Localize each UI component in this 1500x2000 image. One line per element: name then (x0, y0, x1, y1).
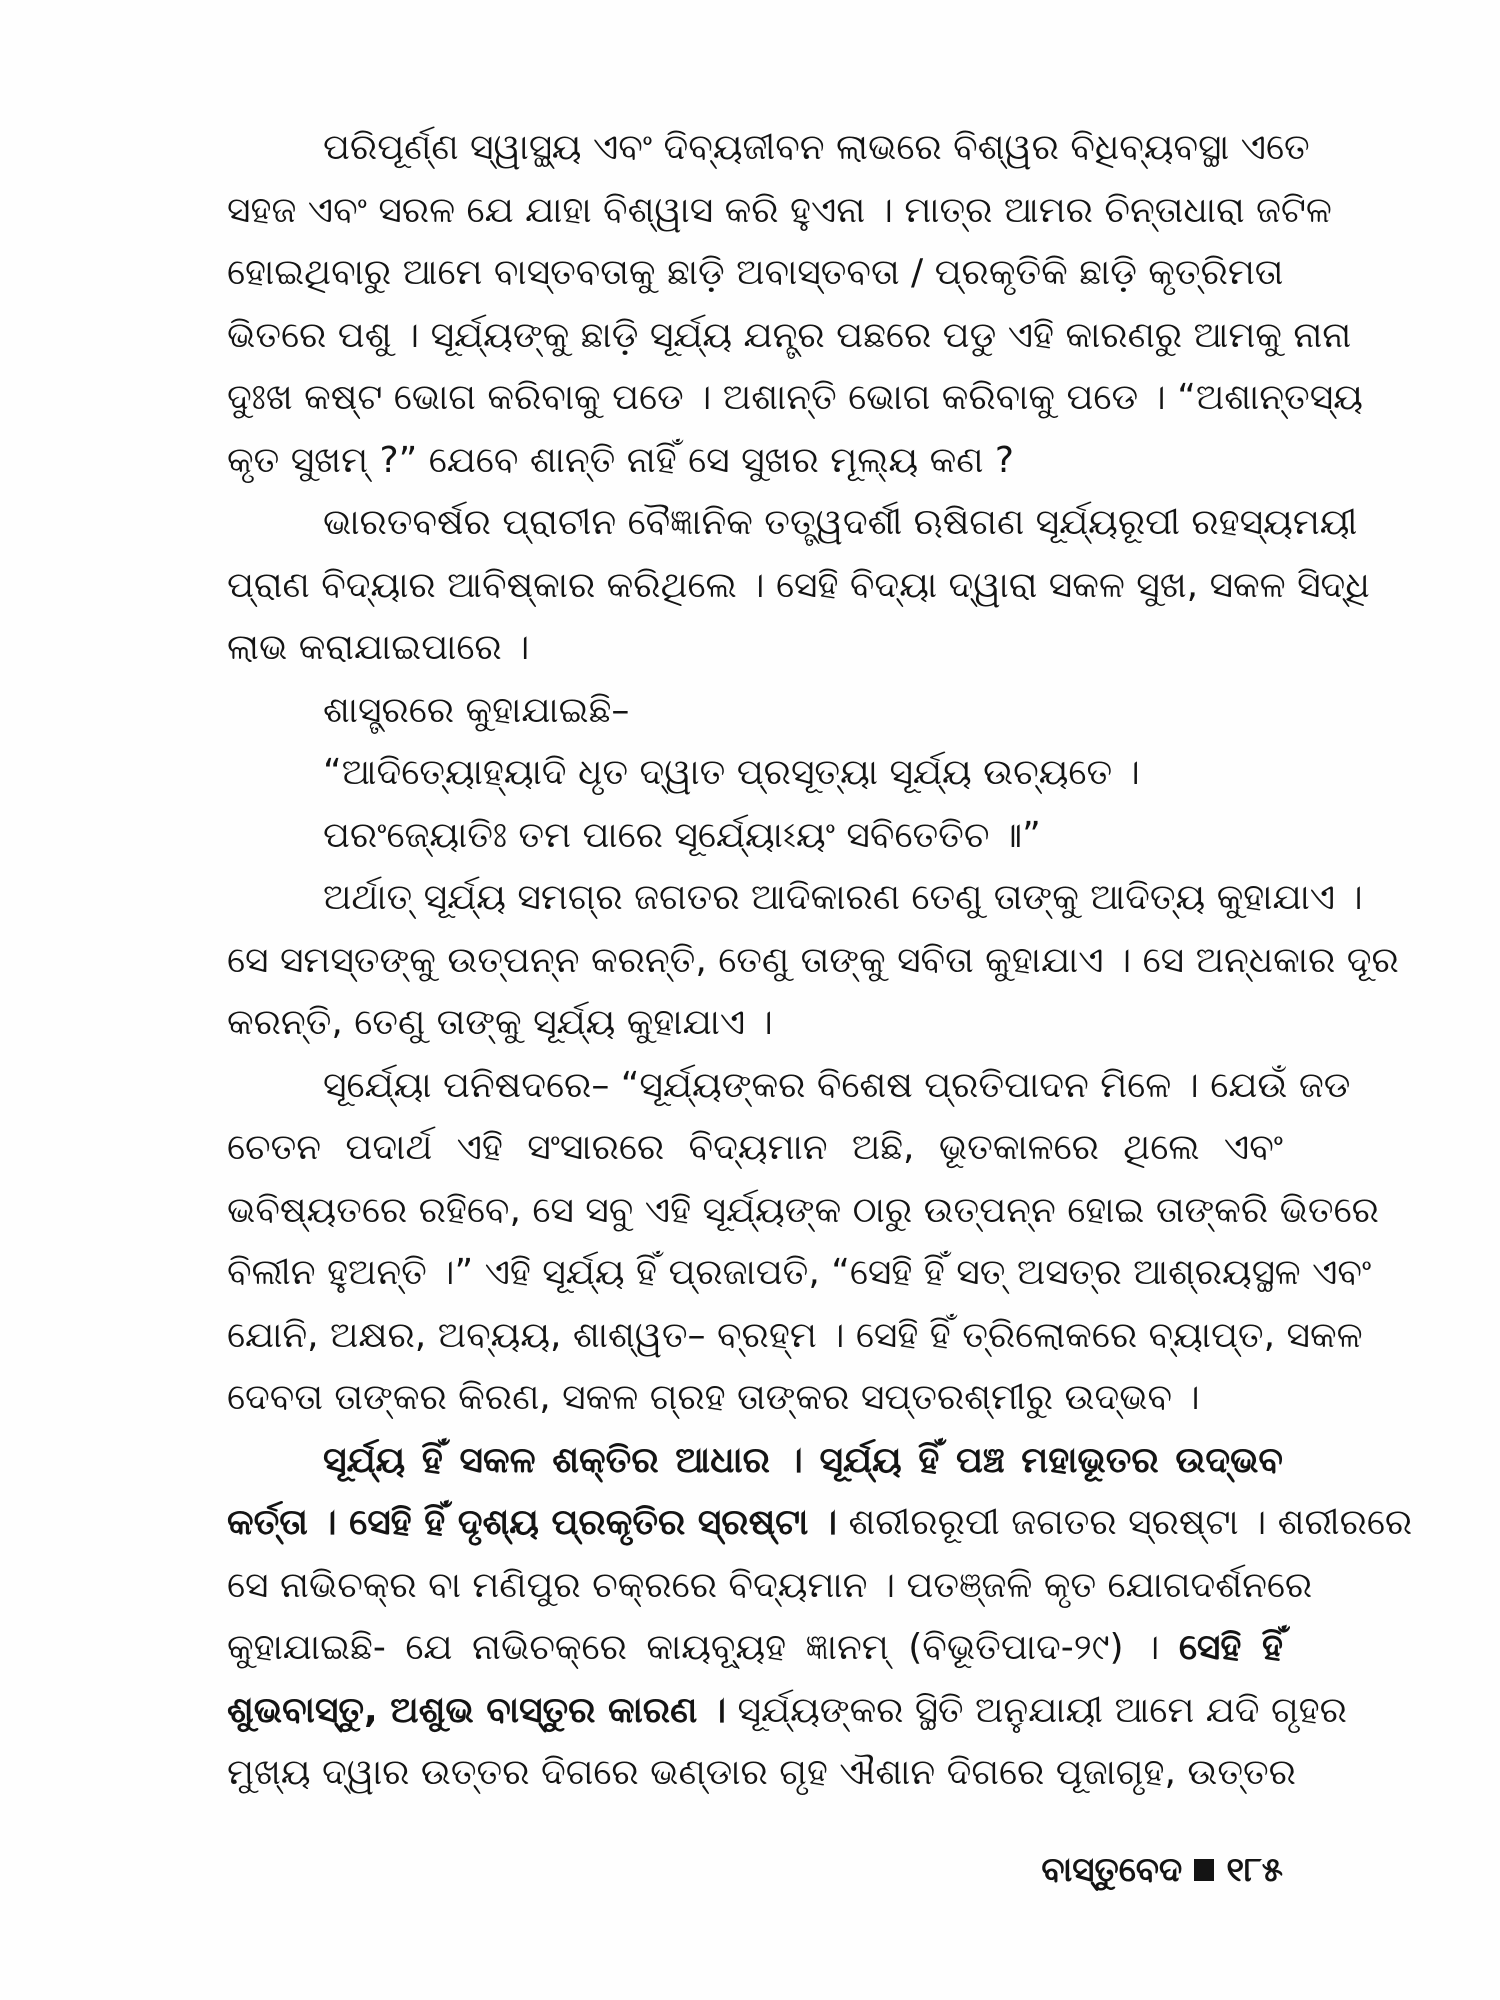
text-line: ପ୍ରାଣ ବିଦ୍ୟାର ଆବିଷ୍କାର କରିଥିଲେ । ସେହି ବିଦ୍ୟା ଦ୍ୱାରା ସକଳ ସୁଖ, ସକଳ ସିଦ୍ଧି (227, 564, 1370, 606)
text-line: କୃତ ସୁଖମ୍ ?” ଯେବେ ଶାନ୍ତି ନାହିଁ ସେ ସୁଖର ମୂଲ୍ୟ କଣ ? (227, 439, 1014, 481)
page-footer (1041, 1850, 1283, 1890)
text-line: ସୂର୍ଯ୍ୟୋ ପନିଷଦରେ– “ସୂର୍ଯ୍ୟଙ୍କର ବିଶେଷ ପ୍ରତିପାଦନ ମିଳେ । ଯେଉଁ ଜଡ (323, 1064, 1351, 1106)
text-line (227, 1492, 1413, 1555)
text-line: ଅର୍ଥାତ୍ ସୂର୍ଯ୍ୟ ସମଗ୍ର ଜଗତର ଆଦିକାରଣ ତେଣୁ ତାଙ୍କୁ ଆଦିତ୍ୟ କୁହାଯାଏ । (323, 877, 1363, 918)
verse-line: “ଆଦିତ୍ୟୋହ୍ୟାଦି ଧୃତ ଦ୍ୱାତ ପ୍ରସୂତ୍ୟା ସୂର୍ଯ୍ୟ ଉଚ୍ୟତେ । (323, 752, 1140, 793)
text-line: ବିଲୀନ ହୁଅନ୍ତି ।” ଏହି ସୂର୍ଯ୍ୟ ହିଁ ପ୍ରଜାପତି, “ସେହି ହିଁ ସତ୍ ଅସତ୍‌ର ଆଶ୍ରୟସ୍ଥଳ ଏବଂ (227, 1252, 1372, 1293)
text-segment: ସୂର୍ଯ୍ୟଙ୍କର ସ୍ଥିତି ଅନୁଯାୟୀ ଆମେ ଯଦି ଗୃହର (726, 1689, 1347, 1731)
text-line: ସେ ସମସ୍ତଙ୍କୁ ଉତ୍ପନ୍ନ କରନ୍ତି, ତେଣୁ ତାଙ୍କୁ ସବିତା କୁହାଯାଏ । ସେ ଅନ୍ଧକାର ଦୂର (227, 939, 1399, 981)
text-line: ଶାସ୍ତ୍ରରେ କୁହାଯାଇଛି– (323, 689, 630, 731)
text-line: ଲାଭ କରାଯାଇପାରେ । (227, 627, 530, 668)
bold-phrase: ସେହି ହିଁ (1178, 1627, 1283, 1668)
text-line: ଭିତରେ ପଶୁ । ସୂର୍ଯ୍ୟଙ୍କୁ ଛାଡ଼ି ସୂର୍ଯ୍ୟ ଯନ୍ତ୍ର ପଛରେ ପଡୁ ଏହି କାରଣରୁ ଆମକୁ ନାନା (227, 314, 1352, 356)
text-line: ପରିପୂର୍ଣ୍ଣ ସ୍ୱାସ୍ଥ୍ୟ ଏବଂ ଦିବ୍ୟଜୀବନ ଲାଭରେ ବିଶ୍ୱର ବିଧିବ୍ୟବସ୍ଥା ଏତେ (323, 127, 1310, 168)
bold-phrase: ଶୁଭବାସ୍ତୁ, ଅଶୁଭ ବାସ୍ତୁର କାରଣ । (227, 1689, 727, 1731)
text-line: ଭାରତବର୍ଷର ପ୍ରାଚୀନ ବୈଜ୍ଞାନିକ ତତ୍ତ୍ୱଦର୍ଶୀ ଋଷିଗଣ ସୂର୍ଯ୍ୟରୂପୀ ରହସ୍ୟମୟୀ (323, 502, 1358, 543)
text-line (227, 1617, 1283, 1680)
square-bullet-icon (1194, 1859, 1214, 1881)
text-line: ମୁଖ୍ୟ ଦ୍ୱାର ଉତ୍ତର ଦିଗରେ ଭଣ୍ଡାର ଗୃହ ଐଶାନ ଦିଗରେ ପୂଜାଗୃହ, ଉତ୍ତର (227, 1752, 1296, 1793)
text-line (227, 1680, 1347, 1743)
text-line: ସେ ନାଭିଚକ୍ର ବା ମଣିପୁର ଚକ୍ରରେ ବିଦ୍ୟମାନ । ପତଞ୍ଜଳି କୃତ ଯୋଗଦର୍ଶନରେ (227, 1564, 1313, 1606)
text-line: ଦେବତା ତାଙ୍କର କିରଣ, ସକଳ ଗ୍ରହ ତାଙ୍କର ସପ୍ତରଶ୍ମୀରୁ ଉଦ୍ଭବ । (227, 1377, 1200, 1418)
bold-phrase: କର୍ତ୍ତା । ସେହି ହିଁ ଦୃଶ୍ୟ ପ୍ରକୃତିର ସ୍ରଷ୍ଟା । (227, 1502, 838, 1543)
text-line: ଚେତନ ପଦାର୍ଥ ଏହି ସଂସାରରେ ବିଦ୍ୟମାନ ଅଛି, ଭୂତକାଳରେ ଥିଲେ ଏବଂ (227, 1127, 1283, 1168)
text-segment: ଶରୀରରୂପୀ ଜଗତର ସ୍ରଷ୍ଟା । ଶରୀରରେ (837, 1502, 1413, 1543)
text-line: ହୋଇଥିବାରୁ ଆମେ ବାସ୍ତବତାକୁ ଛାଡ଼ି ଅବାସ୍ତବତା / ପ୍ରକୃତିକି ଛାଡ଼ି କୃତ୍ରିମତା (227, 252, 1284, 293)
verse-line: ପରଂଜ୍ୟୋତିଃ ତମ ପାରେ ସୂର୍ଯ୍ୟୋଽୟଂ ସବିତେତିଚ ॥” (323, 814, 1041, 856)
text-line: ଯୋନି, ଅକ୍ଷର, ଅବ୍ୟୟ, ଶାଶ୍ୱତ– ବ୍ରହ୍ମ । ସେହି ହିଁ ତ୍ରିଲୋକରେ ବ୍ୟାପ୍ତ, ସକଳ (227, 1314, 1363, 1356)
text-line: ଭବିଷ୍ୟତରେ ରହିବେ, ସେ ସବୁ ଏହି ସୂର୍ଯ୍ୟଙ୍କ ଠାରୁ ଉତ୍ପନ୍ନ ହୋଇ ତାଙ୍କରି ଭିତରେ (227, 1189, 1379, 1231)
text-line-bold: ସୂର୍ଯ୍ୟ ହିଁ ସକଳ ଶକ୍ତିର ଆଧାର । ସୂର୍ଯ୍ୟ ହିଁ ପଞ୍ଚ ମହାଭୂତର ଉଦ୍ଭବ (323, 1439, 1283, 1481)
book-title: ବାସ୍ତୁବେଦ (1041, 1850, 1183, 1890)
body-text (227, 117, 1413, 1805)
text-segment: କୁହାଯାଇଛି- ଯେ ନାଭିଚକ୍ରେ କାୟବ୍ୟୂହ ଜ୍ଞାନମ୍ (ବିଭୂତିପାଦ-୨୯) । (227, 1627, 1179, 1668)
text-line: କରନ୍ତି, ତେଣୁ ତାଙ୍କୁ ସୂର୍ଯ୍ୟ କୁହାଯାଏ । (227, 1002, 773, 1043)
text-line: ସହଜ ଏବଂ ସରଳ ଯେ ଯାହା ବିଶ୍ୱାସ କରି ହୁଏନା । ମାତ୍ର ଆମର ଚିନ୍ତାଧାରା ଜଟିଳ (227, 189, 1332, 231)
text-line: ଦୁଃଖ କଷ୍ଟ ଭୋଗ କରିବାକୁ ପଡେ । ଅଶାନ୍ତି ଭୋଗ କରିବାକୁ ପଡେ । “ଅଶାନ୍ତସ୍ୟ (227, 377, 1363, 418)
page-number: ୧୮୫ (1226, 1850, 1283, 1890)
